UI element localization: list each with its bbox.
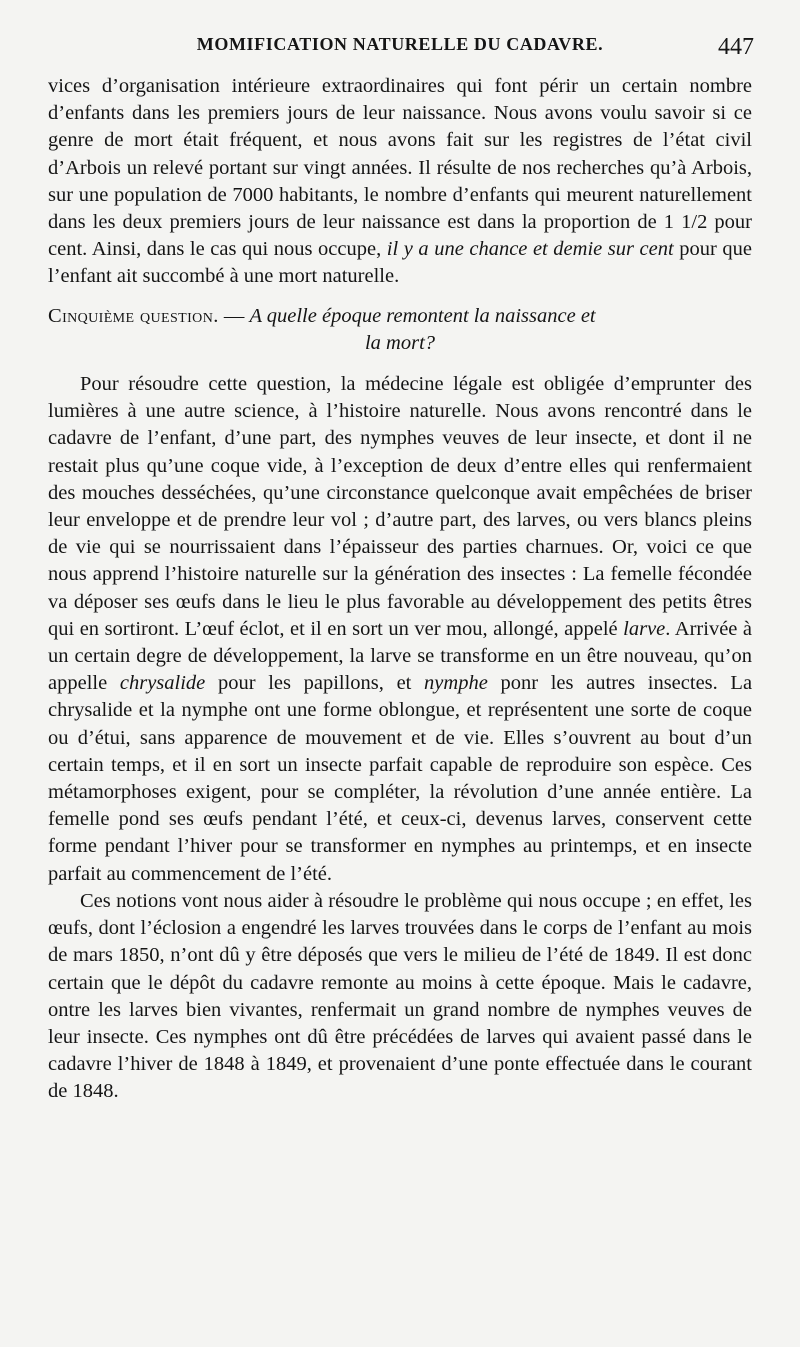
question-label: Cinquième question. [48,304,219,327]
paragraph [48,888,752,1106]
paragraph-text: pour les papillons, et [217,672,412,695]
question-dash: — [218,304,250,327]
question-heading [48,303,752,357]
page-header [0,34,800,64]
paragraph [48,371,752,888]
paragraph-text: ponr les autres insectes. La chrysalide et la nymphe ont une forme oblongue, et représentent une sorte de coque ou d’étui, sans apparence de mouvement et de vie. Elles s’ouvrent au bout d’un certain temps, et il en sort un insecte parfait capable de reproduire son espèce. Ces métamorphoses exigent, pour se compléter, la révolution d’une année entière. La femelle pond ses œufs pendant l’été, et ceux-ci, devenus larves, conservent cette forme pendant l’hiver pour se transformer en nymphes au printemps, et en insecte parfait au commencement de l’été. [48,672,753,885]
running-title: MOMIFICATION NATURELLE DU CADAVRE. [196,34,604,54]
italic-term: larve [623,617,666,640]
question-text-line2: la mort? [364,331,436,354]
italic-phrase: il y a une chance et demie sur cent [386,238,674,261]
body-text [48,73,752,1106]
italic-term: nymphe [424,672,488,695]
paragraph-text: pour que l’enfant ait succombé à une mort naturelle. [48,238,752,288]
page-number: 447 [718,34,754,60]
paragraph-text: Pour résoudre cette question, la médecine légale est obligée d’emprunter des lumières à une autre science, à l’histoire naturelle. Nous avons rencontré dans le cadavre de l’enfant, d’une part, des nymphes veuves de leur insecte, et dont il ne restait plus qu’une coque vide, à l’exception de deux d’entre elles qui renfermaient des mouches desséchées, qu’une circonstance quelconque avait empêchées de briser leur enveloppe et de prendre leur vol ; d’autre part, des larves, ou vers blancs pleins de vie qui se nourrissaient dans l’épaisseur des parties charnues. Or, voici ce que nous apprend l’histoire naturelle sur la génération des insectes : La femelle fécondée va déposer ses œufs dans le lieu le plus favorable au développement des petits êtres qui en sortiront. L’œuf éclot, et il en sort un ver mou, allongé, appelé [48,373,752,640]
paragraph-continued [48,73,752,291]
question-text-line1: A quelle époque remontent la naissance et [249,304,596,327]
italic-term: chrysalide [119,672,206,695]
paragraph-text: vices d’organisation intérieure extraordinaires qui font périr un certain nombre d’enfants dans les premiers jours de leur naissance. Nous avons voulu savoir si ce genre de mort était fréquent, et nous avons fait sur les registres de l’état civil d’Arbois un relevé portant sur vingt années. Il résulte de nos recherches qu’à Arbois, sur une population de 7000 habitants, le nombre d’enfants qui meurent naturellement dans les deux premiers jours de leur naissance est dans la proportion de 1 1/2 pour cent. Ainsi, dans le cas qui nous occupe, [48,75,752,261]
paragraph-text: Ces notions vont nous aider à résoudre le problème qui nous occupe ; en effet, les œufs, dont l’éclosion a engendré les larves trouvées dans le corps de l’enfant au mois de mars 1850, n’ont dû y être déposés que vers le milieu de l’été de 1849. Il est donc certain que le dépôt du cadavre remonte au moins à cette époque. Mais le cadavre, ontre les larves bien vivantes, renfermait un grand nombre de nymphes veuves de leur insecte. Ces nymphes ont dû être précédées de larves qui avaient passé dans le cadavre l’hiver de 1848 à 1849, et provenaient d’une ponte effectuée dans le courant de 1848. [48,889,752,1103]
paragraph-text: . Arrivée à un certain degre de développement, la larve se transforme en un être nouveau, qu’on appelle [48,617,753,695]
